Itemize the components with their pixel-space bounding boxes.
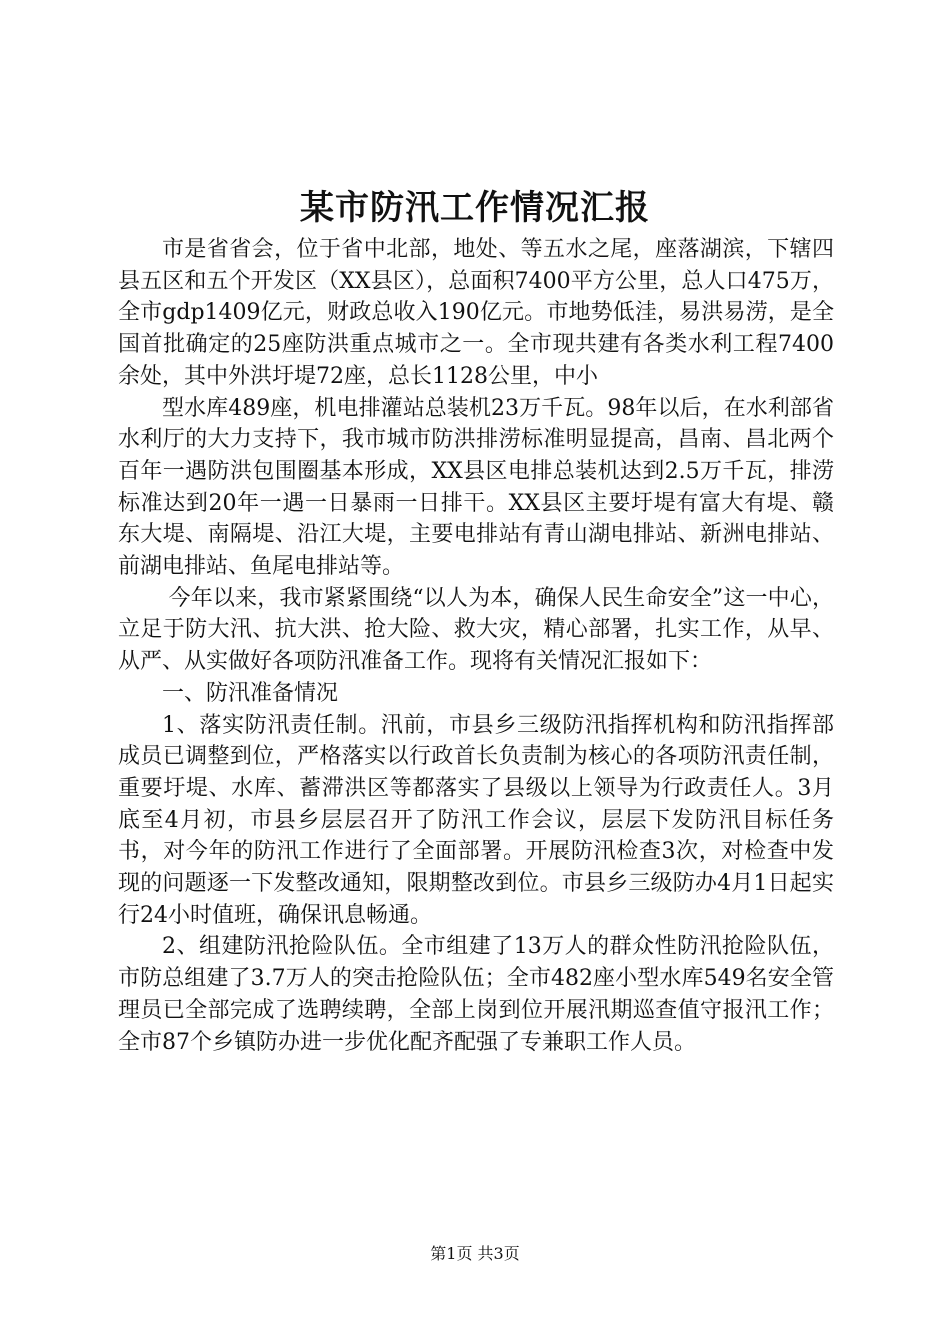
paragraph-rescue-teams: 2、组建防汛抢险队伍。全市组建了13万人的群众性防汛抢险队伍，市防总组建了3.7万人的突击抢险队伍；全市482座小型水库549名安全管理员已全部完成了选聘续聘，全部上岗到位开展汛期巡查值守报汛工作；全市87个乡镇防办进一步优化配齐配强了专兼职工作人员。 [118,934,834,1055]
page-title: 某市防汛工作情况汇报 [300,188,650,228]
paragraph-intro: 市是省省会，位于省中北部，地处、等五水之尾，座落湖滨，下辖四县五区和五个开发区（XX县区），总面积7400平方公里，总人口475万，全市gdp1409亿元，财政总收入190亿元。市地势低洼，易洪易涝，是全国首批确定的25座防洪重点城市之一。全市现共建有各类水利工程7400余处，其中外洪圩堤72座，总长1128公里，中小 [118,237,834,389]
paragraph-water-projects: 型水库489座，机电排灌站总装机23万千瓦。98年以后，在水利部省水利厅的大力支持下，我市城市防洪排涝标准明显提高，昌南、昌北两个百年一遇防洪包围圈基本形成，XX县区电排总装机达到2.5万千瓦，排涝标准达到20年一遇一日暴雨一日排干。XX县区主要圩堤有富大有堤、赣东大堤、南隔堤、沿江大堤，主要电排站有青山湖电排站、新洲电排站、前湖电排站、鱼尾电排站等。 [118,395,834,580]
document-body [118,234,834,1058]
paragraph-responsibility: 1、落实防汛责任制。汛前，市县乡三级防汛指挥机构和防汛指挥部成员已调整到位，严格落实以行政首长负责制为核心的各项防汛责任制，重要圩堤、水库、蓄滞洪区等都落实了县级以上领导为行政责任人。3月底至4月初，市县乡层层召开了防汛工作会议，层层下发防汛目标任务书，对今年的防汛工作进行了全面部署。开展防汛检查3次，对检查中发现的问题逐一下发整改通知，限期整改到位。市县乡三级防办4月1日起实行24小时值班，确保讯息畅通。 [118,712,834,928]
paragraph-overview: 今年以来，我市紧紧围绕“以人为本，确保人民生命安全”这一中心，立足于防大汛、抗大洪、抢大险、救大灾，精心部署，扎实工作，从早、从严、从实做好各项防汛准备工作。现将有关情况汇报如下： [118,585,834,675]
page-footer: 第1页 共3页 [430,1244,520,1263]
section-heading-preparation: 一、防汛准备情况 [162,680,339,706]
